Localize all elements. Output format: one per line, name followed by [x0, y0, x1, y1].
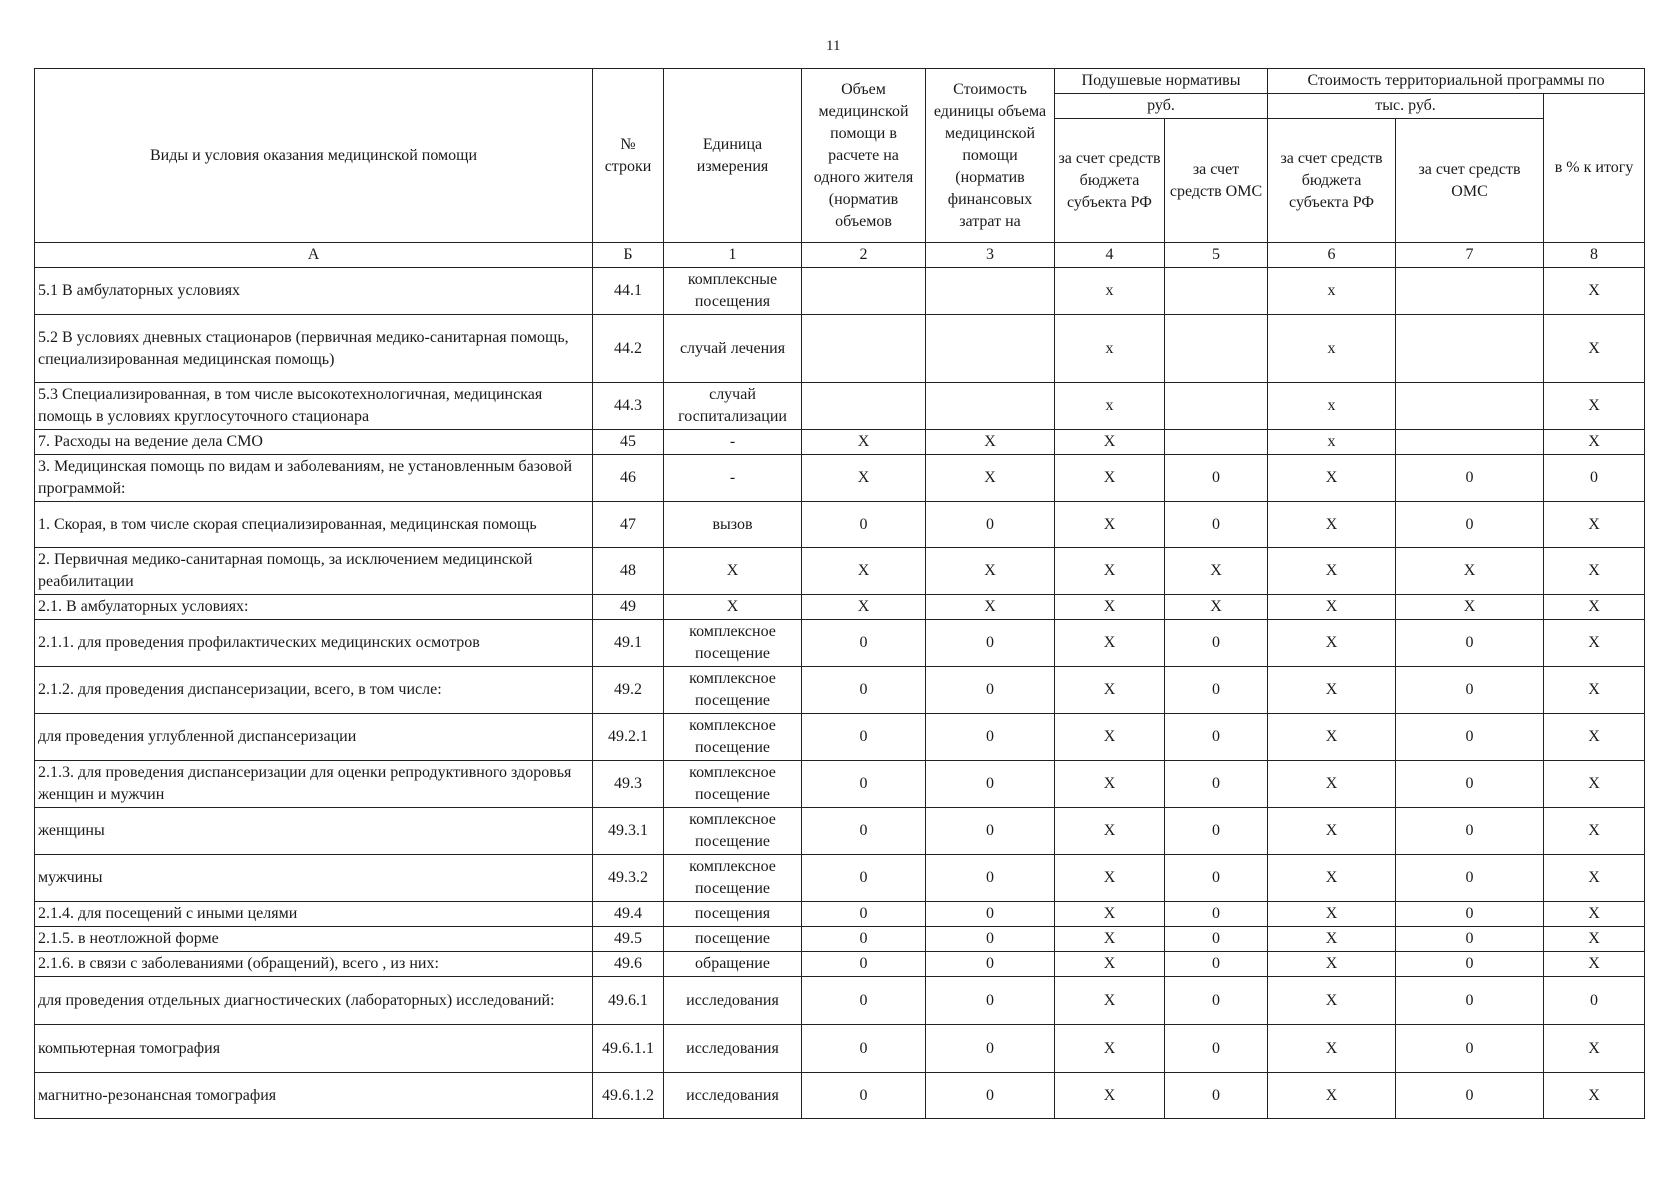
budget-program-value: X [1268, 620, 1396, 667]
budget-program-value: X [1268, 455, 1396, 502]
budget-per-capita-value: X [1055, 1073, 1165, 1119]
row-number: 44.1 [593, 268, 664, 315]
table-row [35, 1025, 1645, 1073]
percent-value: X [1544, 620, 1645, 667]
oms-program-value [1396, 383, 1544, 430]
cost-value: 0 [926, 1025, 1055, 1073]
percent-value: X [1544, 430, 1645, 455]
volume-value: 0 [802, 761, 926, 808]
percent-value: X [1544, 1073, 1645, 1119]
volume-value: 0 [802, 1073, 926, 1119]
budget-program-value: X [1268, 761, 1396, 808]
row-unit: посещение [664, 927, 802, 952]
volume-value: 0 [802, 808, 926, 855]
budget-per-capita-value: X [1055, 667, 1165, 714]
cost-value: 0 [926, 808, 1055, 855]
row-number: 49.2 [593, 667, 664, 714]
cost-value: 0 [926, 667, 1055, 714]
row-unit: X [664, 595, 802, 620]
volume-value: 0 [802, 1025, 926, 1073]
oms-program-value: 0 [1396, 620, 1544, 667]
volume-value [802, 315, 926, 383]
row-unit: обращение [664, 952, 802, 977]
oms-program-value: 0 [1396, 667, 1544, 714]
row-unit: исследования [664, 1073, 802, 1119]
row-unit: случай лечения [664, 315, 802, 383]
oms-program-value [1396, 430, 1544, 455]
percent-value: X [1544, 761, 1645, 808]
index-cell: 2 [802, 243, 926, 268]
row-unit: комплексное посещение [664, 855, 802, 902]
budget-per-capita-value: X [1055, 977, 1165, 1025]
row-name: компьютерная томография [35, 1025, 593, 1073]
volume-value: X [802, 455, 926, 502]
cost-value [926, 268, 1055, 315]
row-number: 49.3.1 [593, 808, 664, 855]
cost-value: 0 [926, 855, 1055, 902]
cost-value: 0 [926, 1073, 1055, 1119]
budget-per-capita-value: X [1055, 430, 1165, 455]
row-number: 44.2 [593, 315, 664, 383]
row-name: 2.1.2. для проведения диспансеризации, всего, в том числе: [35, 667, 593, 714]
header-per-capita-standards: Подушевые нормативы [1055, 69, 1268, 94]
row-unit: исследования [664, 977, 802, 1025]
cost-value: X [926, 430, 1055, 455]
budget-program-value: X [1268, 714, 1396, 761]
row-unit: - [664, 430, 802, 455]
oms-per-capita-value [1165, 430, 1268, 455]
percent-value: X [1544, 268, 1645, 315]
row-number: 49.1 [593, 620, 664, 667]
table-row [35, 714, 1645, 761]
volume-value: X [802, 430, 926, 455]
budget-program-value: X [1268, 667, 1396, 714]
row-number: 49.3.2 [593, 855, 664, 902]
table-row [35, 455, 1645, 502]
header-oms-program: за счет средств ОМС [1396, 119, 1544, 243]
index-cell: 7 [1396, 243, 1544, 268]
table-row [35, 927, 1645, 952]
row-name: женщины [35, 808, 593, 855]
row-unit: посещения [664, 902, 802, 927]
oms-per-capita-value: X [1165, 595, 1268, 620]
percent-value: X [1544, 927, 1645, 952]
row-name: 2.1.3. для проведения диспансеризации для оценки репродуктивного здоровья женщин и мужчин [35, 761, 593, 808]
row-unit: вызов [664, 502, 802, 548]
table-row [35, 902, 1645, 927]
volume-value: 0 [802, 952, 926, 977]
volume-value: 0 [802, 667, 926, 714]
percent-value: X [1544, 595, 1645, 620]
volume-value: 0 [802, 502, 926, 548]
oms-per-capita-value: 0 [1165, 620, 1268, 667]
oms-program-value [1396, 315, 1544, 383]
row-unit: комплексное посещение [664, 808, 802, 855]
oms-program-value: 0 [1396, 902, 1544, 927]
budget-per-capita-value: X [1055, 455, 1165, 502]
budget-per-capita-value: X [1055, 927, 1165, 952]
index-cell: 6 [1268, 243, 1396, 268]
row-number: 49.6.1 [593, 977, 664, 1025]
budget-per-capita-value: x [1055, 383, 1165, 430]
table-row [35, 502, 1645, 548]
oms-program-value: 0 [1396, 927, 1544, 952]
budget-program-value: X [1268, 1073, 1396, 1119]
percent-value: X [1544, 548, 1645, 595]
oms-program-value [1396, 268, 1544, 315]
row-unit: X [664, 548, 802, 595]
table-row [35, 952, 1645, 977]
row-name: 2.1.6. в связи с заболеваниями (обращений), всего , из них: [35, 952, 593, 977]
oms-program-value: 0 [1396, 761, 1544, 808]
oms-per-capita-value: 0 [1165, 855, 1268, 902]
row-unit: комплексное посещение [664, 620, 802, 667]
budget-program-value: X [1268, 855, 1396, 902]
cost-value [926, 383, 1055, 430]
header-unit-cost: Стоимость единицы объема медицинской помощи (норматив финансовых затрат на [926, 69, 1055, 243]
oms-program-value: 0 [1396, 855, 1544, 902]
budget-program-value: x [1268, 268, 1396, 315]
budget-per-capita-value: X [1055, 595, 1165, 620]
oms-per-capita-value: 0 [1165, 455, 1268, 502]
row-number: 46 [593, 455, 664, 502]
volume-value: 0 [802, 977, 926, 1025]
oms-per-capita-value: 0 [1165, 502, 1268, 548]
volume-value: 0 [802, 927, 926, 952]
row-number: 49.5 [593, 927, 664, 952]
header-unit: Единица измерения [664, 69, 802, 243]
budget-program-value: X [1268, 927, 1396, 952]
budget-program-value: x [1268, 430, 1396, 455]
oms-program-value: X [1396, 548, 1544, 595]
header-oms-per-capita: за счет средств ОМС [1165, 119, 1268, 243]
oms-per-capita-value: X [1165, 548, 1268, 595]
budget-program-value: X [1268, 902, 1396, 927]
header-budget-program: за счет средств бюджета субъекта РФ [1268, 119, 1396, 243]
header-type-of-care: Виды и условия оказания медицинской помощи [35, 69, 593, 243]
budget-program-value: x [1268, 315, 1396, 383]
row-unit: исследования [664, 1025, 802, 1073]
row-unit: комплексные посещения [664, 268, 802, 315]
row-number: 49.6 [593, 952, 664, 977]
row-number: 49.6.1.2 [593, 1073, 664, 1119]
cost-value: 0 [926, 927, 1055, 952]
table-row [35, 808, 1645, 855]
row-unit: комплексное посещение [664, 714, 802, 761]
cost-value: 0 [926, 502, 1055, 548]
volume-value: 0 [802, 855, 926, 902]
header-row-number: № строки [593, 69, 664, 243]
row-name: 1. Скорая, в том числе скорая специализированная, медицинская помощь [35, 502, 593, 548]
budget-program-value: X [1268, 977, 1396, 1025]
index-cell: Б [593, 243, 664, 268]
table-body [35, 268, 1645, 1119]
oms-per-capita-value [1165, 383, 1268, 430]
row-unit: комплексное посещение [664, 667, 802, 714]
row-number: 49.3 [593, 761, 664, 808]
oms-per-capita-value: 0 [1165, 1025, 1268, 1073]
volume-value [802, 383, 926, 430]
oms-program-value: 0 [1396, 502, 1544, 548]
index-cell: А [35, 243, 593, 268]
budget-program-value: X [1268, 502, 1396, 548]
cost-value: 0 [926, 620, 1055, 667]
volume-value: X [802, 595, 926, 620]
budget-per-capita-value: X [1055, 620, 1165, 667]
table-row [35, 315, 1645, 383]
row-name: 2.1.1. для проведения профилактических медицинских осмотров [35, 620, 593, 667]
row-unit: - [664, 455, 802, 502]
header-program-cost-unit: тыс. руб. [1268, 94, 1544, 119]
oms-program-value: 0 [1396, 1073, 1544, 1119]
index-cell: 3 [926, 243, 1055, 268]
budget-per-capita-value: X [1055, 855, 1165, 902]
row-number: 47 [593, 502, 664, 548]
row-number: 49.4 [593, 902, 664, 927]
row-number: 44.3 [593, 383, 664, 430]
cost-value: X [926, 548, 1055, 595]
row-number: 45 [593, 430, 664, 455]
oms-program-value: X [1396, 595, 1544, 620]
row-name: 5.2 В условиях дневных стационаров (первичная медико-санитарная помощь, специализированная медицинская помощь) [35, 315, 593, 383]
budget-per-capita-value: X [1055, 714, 1165, 761]
budget-per-capita-value: x [1055, 315, 1165, 383]
header-volume-per-resident: Объем медицинской помощи в расчете на одного жителя (норматив объемов [802, 69, 926, 243]
header-program-cost: Стоимость территориальной программы по [1268, 69, 1645, 94]
cost-value: 0 [926, 761, 1055, 808]
budget-per-capita-value: X [1055, 548, 1165, 595]
oms-per-capita-value: 0 [1165, 667, 1268, 714]
cost-value: 0 [926, 714, 1055, 761]
budget-per-capita-value: X [1055, 1025, 1165, 1073]
percent-value: 0 [1544, 977, 1645, 1025]
volume-value: X [802, 548, 926, 595]
row-name: мужчины [35, 855, 593, 902]
oms-per-capita-value: 0 [1165, 1073, 1268, 1119]
percent-value: X [1544, 952, 1645, 977]
oms-per-capita-value: 0 [1165, 808, 1268, 855]
table-row [35, 620, 1645, 667]
percent-value: X [1544, 315, 1645, 383]
index-cell: 5 [1165, 243, 1268, 268]
percent-value: X [1544, 1025, 1645, 1073]
cost-value: X [926, 455, 1055, 502]
oms-per-capita-value: 0 [1165, 761, 1268, 808]
volume-value [802, 268, 926, 315]
budget-program-value: X [1268, 808, 1396, 855]
percent-value: X [1544, 383, 1645, 430]
oms-program-value: 0 [1396, 455, 1544, 502]
table-row [35, 855, 1645, 902]
budget-program-value: X [1268, 1025, 1396, 1073]
column-index-row [35, 243, 1645, 268]
header-percent-of-total: в % к итогу [1544, 94, 1645, 243]
oms-program-value: 0 [1396, 808, 1544, 855]
oms-program-value: 0 [1396, 952, 1544, 977]
oms-per-capita-value: 0 [1165, 902, 1268, 927]
row-unit: случай госпитализации [664, 383, 802, 430]
index-cell: 1 [664, 243, 802, 268]
budget-per-capita-value: X [1055, 502, 1165, 548]
percent-value: X [1544, 808, 1645, 855]
row-name: 7. Расходы на ведение дела СМО [35, 430, 593, 455]
oms-per-capita-value [1165, 268, 1268, 315]
volume-value: 0 [802, 714, 926, 761]
row-number: 49.2.1 [593, 714, 664, 761]
cost-value: 0 [926, 902, 1055, 927]
page-number: 11 [826, 38, 841, 54]
table-row [35, 383, 1645, 430]
oms-per-capita-value: 0 [1165, 714, 1268, 761]
percent-value: X [1544, 714, 1645, 761]
budget-per-capita-value: X [1055, 952, 1165, 977]
cost-value [926, 315, 1055, 383]
budget-program-value: X [1268, 548, 1396, 595]
oms-per-capita-value: 0 [1165, 952, 1268, 977]
oms-program-value: 0 [1396, 714, 1544, 761]
table-row [35, 1073, 1645, 1119]
budget-program-value: x [1268, 383, 1396, 430]
cost-value: 0 [926, 952, 1055, 977]
header-budget-per-capita: за счет средств бюджета субъекта РФ [1055, 119, 1165, 243]
table-row [35, 667, 1645, 714]
table-row [35, 761, 1645, 808]
row-unit: комплексное посещение [664, 761, 802, 808]
row-name: 2. Первичная медико-санитарная помощь, за исключением медицинской реабилитации [35, 548, 593, 595]
row-name: для проведения углубленной диспансеризации [35, 714, 593, 761]
budget-program-value: X [1268, 595, 1396, 620]
medical-care-table [34, 68, 1645, 1119]
row-name: 2.1.5. в неотложной форме [35, 927, 593, 952]
row-number: 48 [593, 548, 664, 595]
oms-program-value: 0 [1396, 977, 1544, 1025]
table-row [35, 595, 1645, 620]
budget-program-value: X [1268, 952, 1396, 977]
percent-value: X [1544, 855, 1645, 902]
header-per-capita-unit: руб. [1055, 94, 1268, 119]
volume-value: 0 [802, 902, 926, 927]
table-row [35, 268, 1645, 315]
oms-per-capita-value [1165, 315, 1268, 383]
row-name: 5.1 В амбулаторных условиях [35, 268, 593, 315]
budget-per-capita-value: X [1055, 761, 1165, 808]
oms-program-value: 0 [1396, 1025, 1544, 1073]
budget-per-capita-value: X [1055, 808, 1165, 855]
percent-value: X [1544, 902, 1645, 927]
percent-value: X [1544, 667, 1645, 714]
index-cell: 4 [1055, 243, 1165, 268]
row-name: магнитно-резонансная томография [35, 1073, 593, 1119]
percent-value: X [1544, 502, 1645, 548]
budget-per-capita-value: X [1055, 902, 1165, 927]
volume-value: 0 [802, 620, 926, 667]
index-cell: 8 [1544, 243, 1645, 268]
row-name: 5.3 Специализированная, в том числе высокотехнологичная, медицинская помощь в условиях круглосуточного стационара [35, 383, 593, 430]
cost-value: X [926, 595, 1055, 620]
table-row [35, 548, 1645, 595]
oms-per-capita-value: 0 [1165, 977, 1268, 1025]
row-name: для проведения отдельных диагностических (лабораторных) исследований: [35, 977, 593, 1025]
budget-per-capita-value: x [1055, 268, 1165, 315]
cost-value: 0 [926, 977, 1055, 1025]
row-name: 2.1.4. для посещений с иными целями [35, 902, 593, 927]
row-name: 2.1. В амбулаторных условиях: [35, 595, 593, 620]
oms-per-capita-value: 0 [1165, 927, 1268, 952]
percent-value: 0 [1544, 455, 1645, 502]
row-name: 3. Медицинская помощь по видам и заболеваниям, не установленным базовой программой: [35, 455, 593, 502]
table-row [35, 430, 1645, 455]
table-row [35, 977, 1645, 1025]
row-number: 49 [593, 595, 664, 620]
row-number: 49.6.1.1 [593, 1025, 664, 1073]
